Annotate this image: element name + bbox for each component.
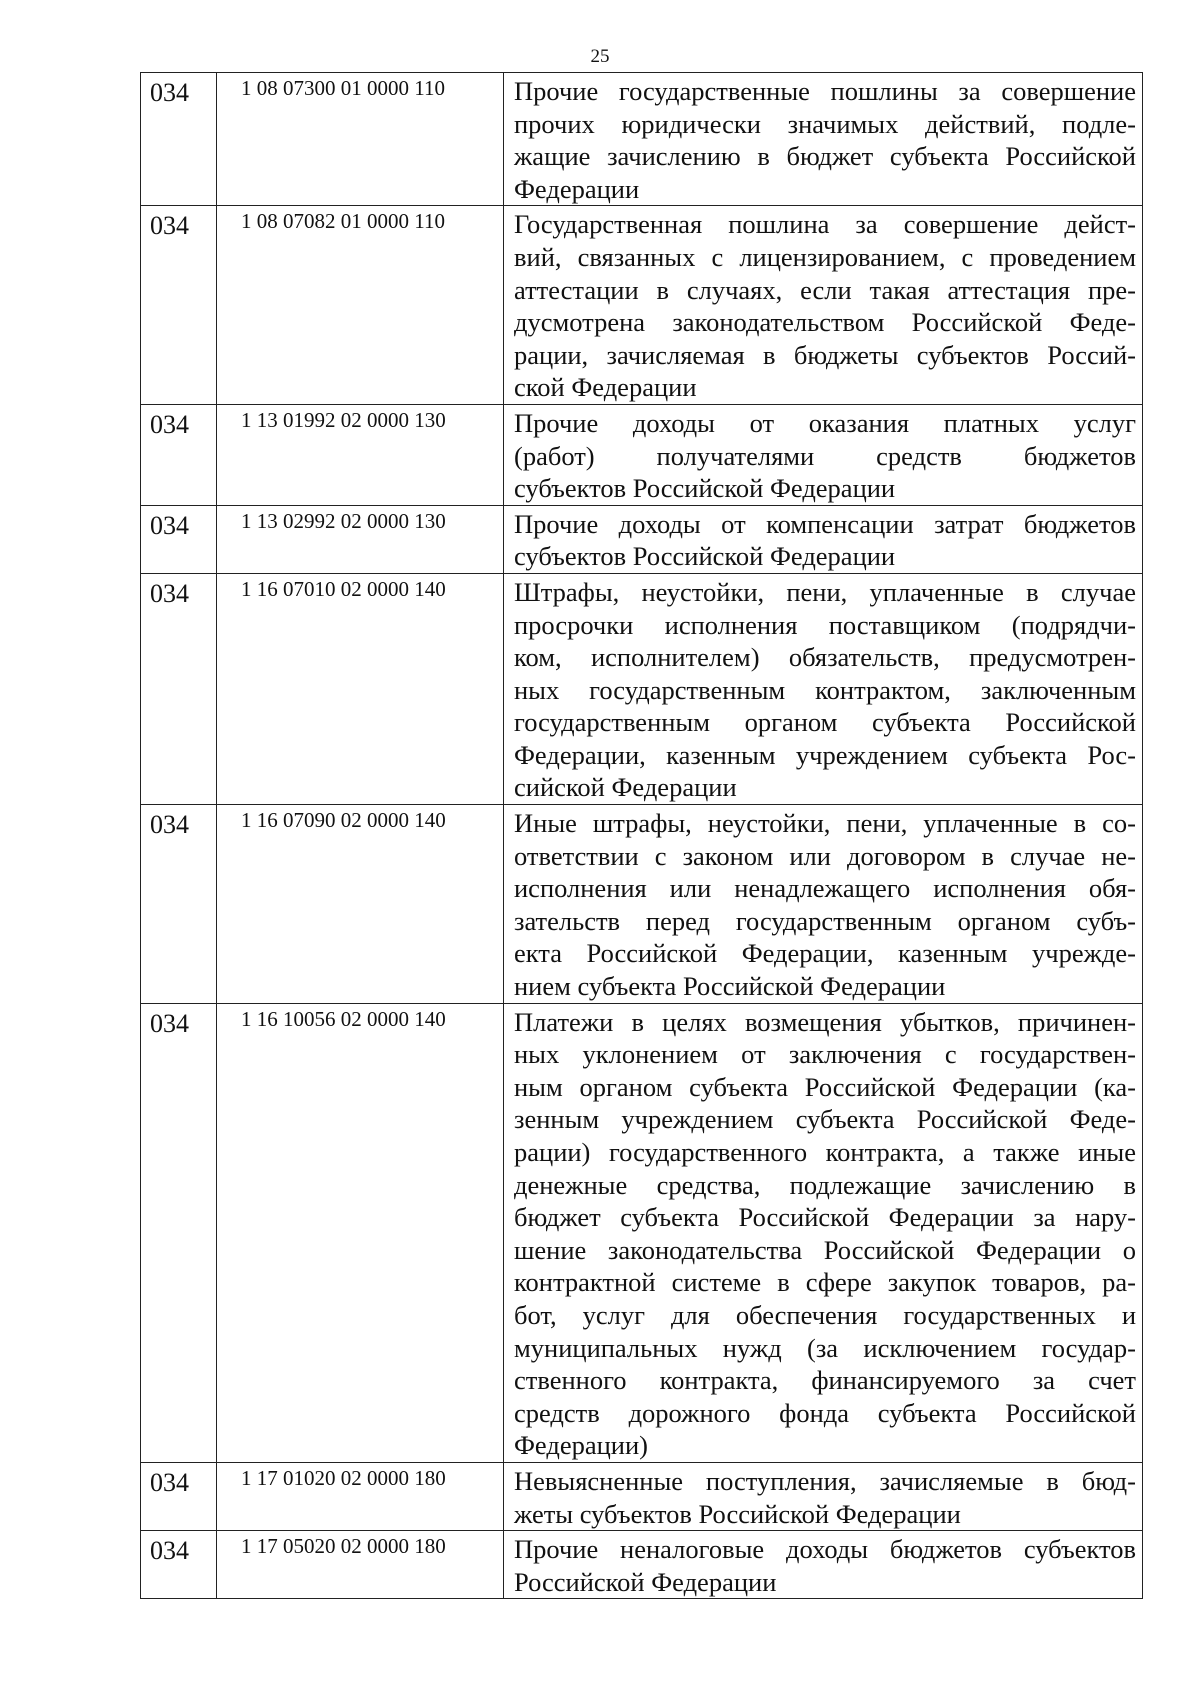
- table-row: [141, 805, 1143, 1004]
- table-row: [141, 1531, 1143, 1599]
- dept-code-cell: 034: [141, 1003, 217, 1462]
- description-line: муниципальных нужд (за исключением государ-: [514, 1332, 1136, 1363]
- revenue-codes-table: [140, 72, 1143, 1599]
- description-line: средств дорожного фонда субъекта Российской: [514, 1397, 1136, 1428]
- revenue-description-cell: [504, 404, 1143, 505]
- description-line: бюджет субъекта Российской Федерации за нару-: [514, 1202, 1136, 1233]
- dept-code-cell: 034: [141, 505, 217, 573]
- description-line: зенным учреждением субъекта Российской Феде-: [514, 1104, 1136, 1135]
- budget-classification-code-cell: 1 16 07090 02 0000 140: [217, 805, 504, 1004]
- description-line: жеты субъектов Российской Федерации: [514, 1498, 961, 1529]
- page-number: 25: [590, 46, 610, 67]
- description-line: сийской Федерации: [514, 772, 737, 803]
- description-line: просрочки исполнения поставщиком (подрядчи-: [514, 609, 1136, 640]
- dept-code-cell: 034: [141, 1462, 217, 1530]
- description-line: государственным органом субъекта Российской: [514, 707, 1136, 738]
- description-line: Иные штрафы, неустойки, пени, уплаченные в со-: [514, 808, 1136, 839]
- revenue-description-cell: [504, 1531, 1143, 1599]
- table-row: [141, 73, 1143, 206]
- dept-code-cell: 034: [141, 805, 217, 1004]
- description-line: Федерации: [514, 173, 640, 204]
- description-line: субъектов Российской Федерации: [514, 473, 896, 504]
- description-line: Прочие доходы от оказания платных услуг: [514, 407, 1136, 438]
- description-line: жащие зачислению в бюджет субъекта Российской: [514, 141, 1136, 172]
- table-row: [141, 1003, 1143, 1462]
- description-line: Федерации): [514, 1430, 648, 1461]
- description-line: Федерации, казенным учреждением субъекта Рос-: [514, 739, 1136, 770]
- description-line: исполнения или ненадлежащего исполнения обя-: [514, 873, 1136, 904]
- description-line: нием субъекта Российской Федерации: [514, 971, 946, 1002]
- description-line: аттестации в случаях, если такая аттестация пре-: [514, 274, 1136, 305]
- description-line: Платежи в целях возмещения убытков, причинен-: [514, 1006, 1136, 1037]
- description-line: ственного контракта, финансируемого за счет: [514, 1365, 1136, 1396]
- description-line: ской Федерации: [514, 372, 697, 403]
- description-line: Государственная пошлина за совершение дейст-: [514, 209, 1136, 240]
- description-line: ком, исполнителем) обязательств, предусмотрен-: [514, 642, 1136, 673]
- budget-classification-code-cell: 1 08 07082 01 0000 110: [217, 206, 504, 405]
- description-line: Невыясненные поступления, зачисляемые в бюд-: [514, 1465, 1136, 1496]
- description-line: рации, зачисляемая в бюджеты субъектов Россий-: [514, 339, 1136, 370]
- description-line: ответствии с законом или договором в случае не-: [514, 840, 1136, 871]
- description-line: вий, связанных с лицензированием, с проведением: [514, 241, 1136, 272]
- budget-classification-code-cell: 1 17 05020 02 0000 180: [217, 1531, 504, 1599]
- description-line: Прочие государственные пошлины за совершение: [514, 76, 1136, 106]
- description-line: субъектов Российской Федерации: [514, 541, 896, 572]
- budget-classification-code-cell: 1 13 01992 02 0000 130: [217, 404, 504, 505]
- description-line: (работ) получателями средств бюджетов: [514, 440, 1136, 471]
- table-row: [141, 206, 1143, 405]
- description-line: Прочие доходы от компенсации затрат бюджетов: [514, 508, 1136, 539]
- description-line: ных государственным контрактом, заключенным: [514, 674, 1136, 705]
- table-row: [141, 404, 1143, 505]
- description-line: ных уклонением от заключения с государствен-: [514, 1039, 1136, 1070]
- description-line: Прочие неналоговые доходы бюджетов субъектов: [514, 1534, 1136, 1565]
- revenue-description-cell: [504, 573, 1143, 804]
- description-line: бот, услуг для обеспечения государственных и: [514, 1299, 1136, 1330]
- revenue-description-cell: [504, 1003, 1143, 1462]
- revenue-description-cell: [504, 805, 1143, 1004]
- description-line: Российской Федерации: [514, 1566, 777, 1597]
- description-line: зательств перед государственным органом субъ-: [514, 905, 1136, 936]
- revenue-description-cell: [504, 505, 1143, 573]
- budget-classification-code-cell: 1 13 02992 02 0000 130: [217, 505, 504, 573]
- description-line: шение законодательства Российской Федерации о: [514, 1234, 1136, 1265]
- table-row: [141, 505, 1143, 573]
- dept-code-cell: 034: [141, 73, 217, 206]
- description-line: екта Российской Федерации, казенным учрежде-: [514, 938, 1136, 969]
- budget-classification-code-cell: 1 16 07010 02 0000 140: [217, 573, 504, 804]
- description-line: Штрафы, неустойки, пени, уплаченные в случае: [514, 576, 1136, 607]
- table-body: [141, 73, 1143, 1599]
- revenue-description-cell: [504, 1462, 1143, 1530]
- revenue-description-cell: [504, 206, 1143, 405]
- dept-code-cell: 034: [141, 573, 217, 804]
- budget-classification-code-cell: 1 16 10056 02 0000 140: [217, 1003, 504, 1462]
- table-row: [141, 1462, 1143, 1530]
- dept-code-cell: 034: [141, 404, 217, 505]
- table-row: [141, 573, 1143, 804]
- description-line: ным органом субъекта Российской Федерации (ка-: [514, 1071, 1136, 1102]
- dept-code-cell: 034: [141, 1531, 217, 1599]
- revenue-description-cell: [504, 73, 1143, 206]
- description-line: денежные средства, подлежащие зачислению в: [514, 1169, 1136, 1200]
- budget-classification-code-cell: 1 17 01020 02 0000 180: [217, 1462, 504, 1530]
- description-line: контрактной системе в сфере закупок товаров, ра-: [514, 1267, 1136, 1298]
- description-line: дусмотрена законодательством Российской Феде-: [514, 307, 1136, 338]
- description-line: рации) государственного контракта, а также иные: [514, 1137, 1136, 1167]
- budget-classification-code-cell: 1 08 07300 01 0000 110: [217, 73, 504, 206]
- dept-code-cell: 034: [141, 206, 217, 405]
- description-line: прочих юридически значимых действий, подле-: [514, 108, 1136, 139]
